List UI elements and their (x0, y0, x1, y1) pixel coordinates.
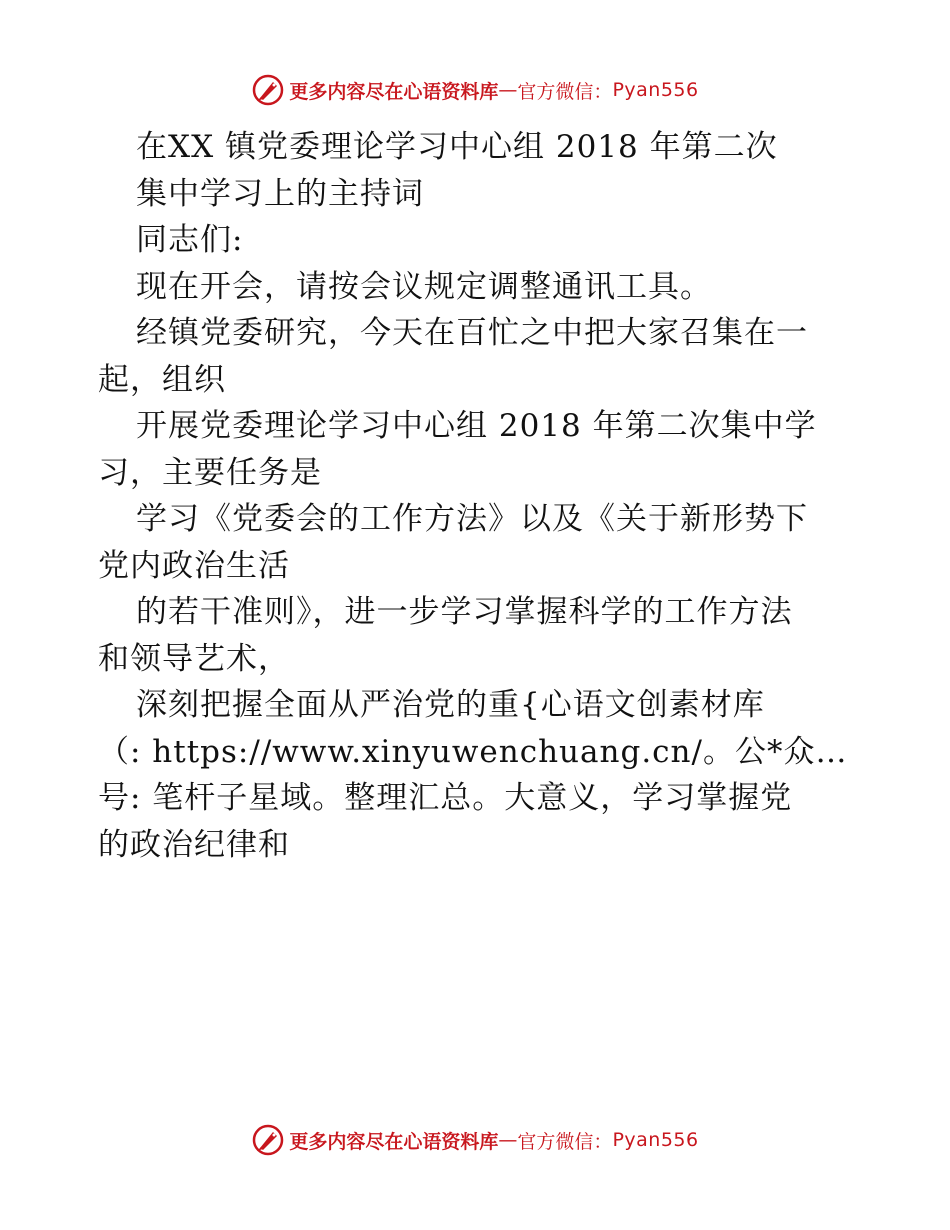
watermark-dash: — (498, 1129, 518, 1151)
paragraph-line: 习，主要任务是 (98, 454, 322, 491)
watermark-banner-bottom (0, 1120, 950, 1160)
watermark-wechat-id: Pyan556 (612, 1129, 699, 1151)
title-line-1: 在XX 镇党委理论学习中心组 2018 年第二次 (136, 129, 778, 165)
paragraph-line: 的政治纪律和 (98, 826, 290, 863)
pen-nib-logo-icon (251, 73, 285, 107)
paragraph-line: 经镇党委研究，今天在百忙之中把大家召集在一 (136, 315, 808, 351)
paragraph-line: 党内政治生活 (98, 547, 290, 584)
paragraph-line: 的若干准则》，进一步学习掌握科学的工作方法 (136, 594, 793, 630)
document-body (98, 124, 858, 868)
paragraph-line: 现在开会，请按会议规定调整通讯工具。 (136, 268, 712, 305)
paragraph-line: 深刻把握全面从严治党的重{心语文创素材库 (136, 687, 765, 723)
paragraph-line: 开展党委理论学习中心组 2018 年第二次集中学 (136, 408, 817, 444)
watermark-brand: 更多内容尽在心语资料库 (289, 1130, 499, 1153)
watermark-dash: — (498, 79, 518, 101)
watermark-brand: 更多内容尽在心语资料库 (289, 80, 499, 103)
paragraph-line: 号: 笔杆子星域。整理汇总。大意义，学习掌握党 (98, 780, 793, 816)
watermark-wechat-id: Pyan556 (612, 79, 699, 101)
watermark-label: 官方微信： (517, 1130, 613, 1153)
paragraph-line: （: https://www.xinyuwenchuang.cn/。公*众… (98, 733, 848, 770)
watermark-banner-top (0, 70, 950, 110)
paragraph-line: 起，组织 (98, 361, 226, 398)
pen-nib-logo-icon (251, 1123, 285, 1157)
paragraph-line: 和领导艺术， (98, 640, 290, 677)
salutation: 同志们: (136, 222, 244, 258)
title-line-2: 集中学习上的主持词 (136, 175, 424, 212)
watermark-label: 官方微信： (517, 80, 613, 103)
paragraph-line: 学习《党委会的工作方法》以及《关于新形势下 (136, 501, 808, 537)
